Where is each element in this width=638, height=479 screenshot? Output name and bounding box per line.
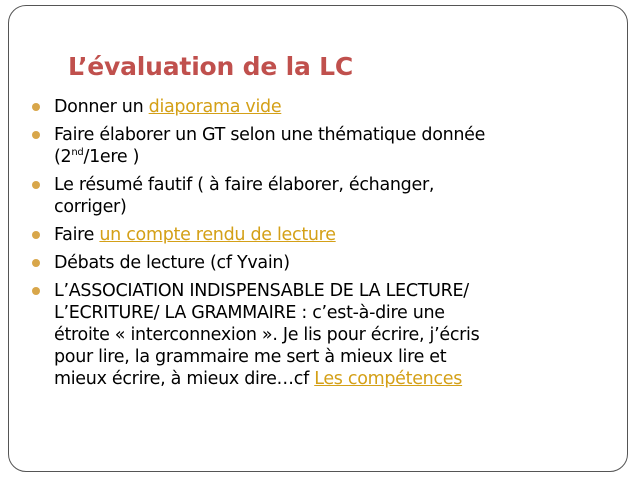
bullet-text: Donner un <box>54 97 149 117</box>
bullet-text-line: mieux écrire, à mieux dire…cf <box>54 369 315 389</box>
bullet-dot-icon <box>32 287 40 295</box>
bullet-item-association <box>30 280 610 390</box>
bullet-item-gt <box>30 124 610 168</box>
bullet-text-line: Faire élaborer un GT selon une thématique donnée <box>54 125 486 145</box>
bullet-text-line: corriger) <box>54 197 127 217</box>
bullet-text-line: étroite « interconnexion ». Je lis pour écrire, j’écris <box>54 325 480 345</box>
bullet-text-line: pour lire, la grammaire me sert à mieux lire et <box>54 347 447 367</box>
bullet-text: Débats de lecture (cf Yvain) <box>54 253 290 273</box>
competences-link[interactable]: Les compétences <box>314 369 463 389</box>
compte-rendu-link[interactable]: un compte rendu de lecture <box>99 225 336 245</box>
bullet-text-line: Le résumé fautif ( à faire élaborer, échanger, <box>54 175 435 195</box>
bullet-item-resume <box>30 174 610 218</box>
bullet-dot-icon <box>32 131 40 139</box>
bullet-item-compte-rendu <box>30 224 610 246</box>
bullet-list <box>30 96 610 396</box>
diaporama-vide-link[interactable]: diaporama vide <box>148 97 282 117</box>
superscript-nd: nd <box>71 147 84 159</box>
bullet-item-debats <box>30 252 610 274</box>
bullet-dot-icon <box>32 259 40 267</box>
bullet-item-diaporama <box>30 96 610 118</box>
bullet-dot-icon <box>32 231 40 239</box>
bullet-text-line: (2 <box>54 147 72 167</box>
bullet-text-line: L’ECRITURE/ LA GRAMMAIRE : c’est-à-dire une <box>54 303 445 323</box>
bullet-text-line: /1ere ) <box>83 147 140 167</box>
bullet-dot-icon <box>32 103 40 111</box>
bullet-dot-icon <box>32 181 40 189</box>
slide-title: L’évaluation de la LC <box>68 52 354 81</box>
bullet-text: Faire <box>54 225 100 245</box>
bullet-text-line: L’ASSOCIATION INDISPENSABLE DE LA LECTURE/ <box>54 281 469 301</box>
